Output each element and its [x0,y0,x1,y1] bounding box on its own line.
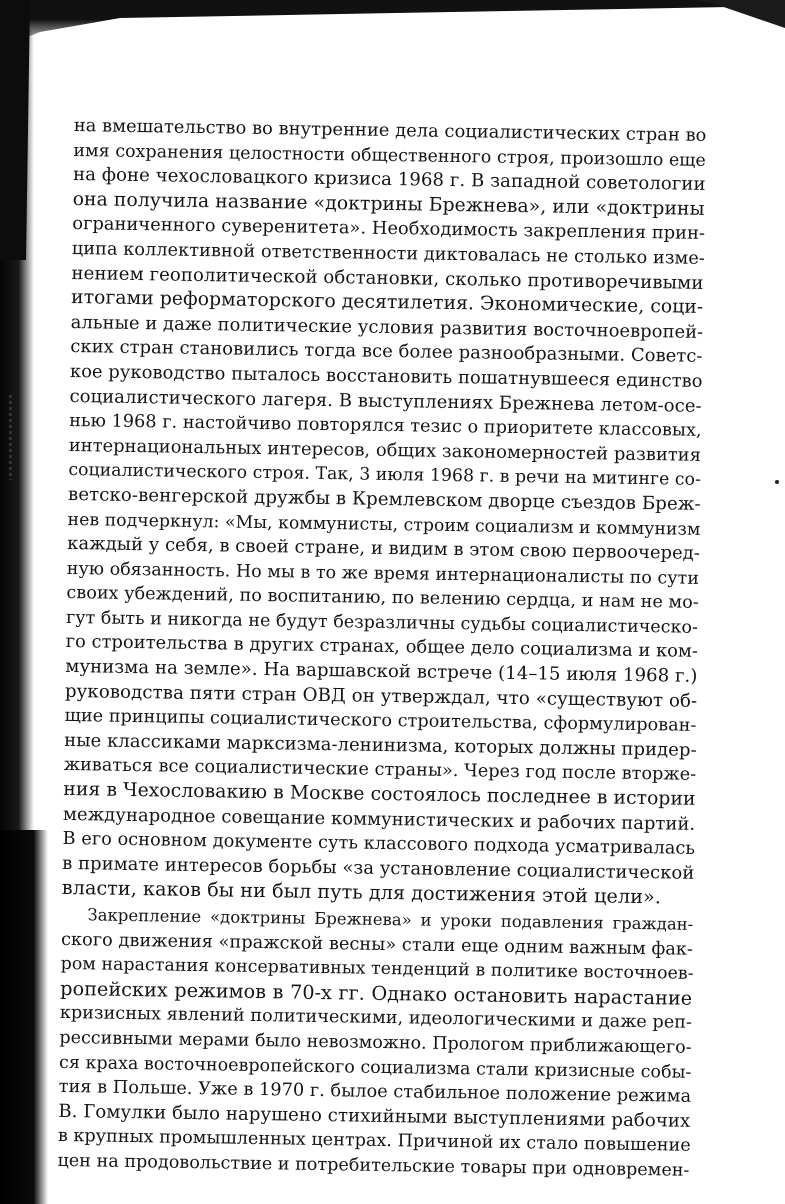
text-line: го строительства в других странах, общее дело социализма и ком- [65,631,699,663]
text-line: нью 1968 г. настойчиво повторялся тезис о приоритете классовых, [69,411,702,442]
text-line: тия в Польше. Уже в 1970 г. былое стабильное положение режима [58,1077,692,1107]
spine-fade [0,0,30,260]
text-line: ные классиками марксизма-ленинизма, которых должны придер- [63,729,697,761]
text-line: она получила название «доктрины Брежнева», или «доктрины [72,188,705,220]
text-line: рессивными мерами было невозможно. Прологом приближающего- [59,1027,692,1058]
text-line: живаться все социалистические страны». Через год после вторже- [63,755,697,786]
text-line: ропейских режимов в 70-х гг. Однако остановить нарастание [60,976,693,1010]
text-line: ского движения «пражской весны» стали еще одним важным фак- [60,929,694,960]
text-line: ских стран становились тогда все более разнообразными. Советс- [70,336,703,368]
text-line: нением геополитической обстановки, сколько противоречивыми [71,262,704,294]
text-line: щие принципы социалистического строительства, сформулирован- [64,706,697,737]
text-line: интернациональных интересов, общих закономерностей развития [68,434,702,466]
text-line: ограниченного суверенитета». Необходимость закрепления прин- [72,213,706,245]
text-line: кое руководство пыталось восстановить пошатнувшееся единство [69,360,703,392]
text-line: власти, каков бы ни был путь для достижения этой цели». [61,876,662,909]
text-line: каждый у себя, в своей стране, и видим в этом свою первоочеред- [67,533,701,564]
text-line: гут быть и никогда не будут безразличны судьбы социалистическо- [65,607,699,638]
left-edge-bar [0,830,48,1204]
text-line: итогами реформаторского десятилетия. Экономические, соци- [70,287,704,319]
text-line: имя сохранения целостности общественного строя, произошло еще [73,140,707,171]
text-line: ную обязанность. Но мы в то же время интернационалисты по сути [66,558,700,589]
text-line: на фоне чехословацкого кризиса 1968 г. В западной советологии [72,164,706,196]
text-line: ния в Чехословакию в Москве состоялось последнее в истории [63,778,696,810]
paragraph-1 [62,114,706,911]
text-line: мунизма на земле». На варшавской встрече (14–15 июля 1968 г.) [65,655,698,687]
text-line: кризисных явлений политическими, идеологическими и даже реп- [59,1003,693,1034]
text-line: цен на продовольствие и потребительские товары при одновремен- [57,1150,690,1181]
margin-tick-mark [9,395,12,480]
text-line: нев подчеркнул: «Мы, коммунисты, строим социализм и коммунизм [67,509,701,540]
page-text [57,114,706,1183]
text-line: в крупных промышленных центрах. Причиной их стало повышение [57,1126,691,1157]
text-line: ципа коллективной ответственности диктовалась не столько изме- [71,238,706,269]
text-line: на вмешательство во внутренние дела социалистических стран во [73,114,707,146]
text-line: социалистического строя. Так, 3 июля 1968 г. в речи на митинге со- [68,460,702,491]
text-line: ветско-венгерской дружбы в Кремлевском дворце съездов Бреж- [67,483,701,515]
text-line: В его основном документе суть классового подхода усматривалась [62,829,696,860]
text-line: своих убеждений, по воспитанию, по велению сердца, и нам не мо- [66,583,699,614]
text-line: международное совещание коммунистических и рабочих партий. [62,803,696,835]
text-line: ром нарастания консервативных тенденций в политике восточноев- [60,954,694,985]
text-line: ся краха восточноевропейского социализма стали кризисные собы- [58,1052,692,1083]
text-line: руководства пяти стран ОВД он утверждал, что «существуют об- [64,680,698,712]
text-line: в примате интересов борьбы «за установление социалистической [62,852,695,884]
text-line: социалистического лагеря. В выступлениях Брежнева летом-осе- [69,385,702,417]
text-line: альные и даже политические условия развития восточноевропей- [70,311,704,343]
text-line: Закрепление «доктрины Брежнева» и уроки подавления граждан- [87,905,694,934]
margin-dot [775,480,779,484]
text-line: В. Гомулки было нарушено стихийными выступлениями рабочих [58,1100,691,1132]
paragraph-2 [57,903,693,1183]
page-top-shadow [0,0,785,48]
